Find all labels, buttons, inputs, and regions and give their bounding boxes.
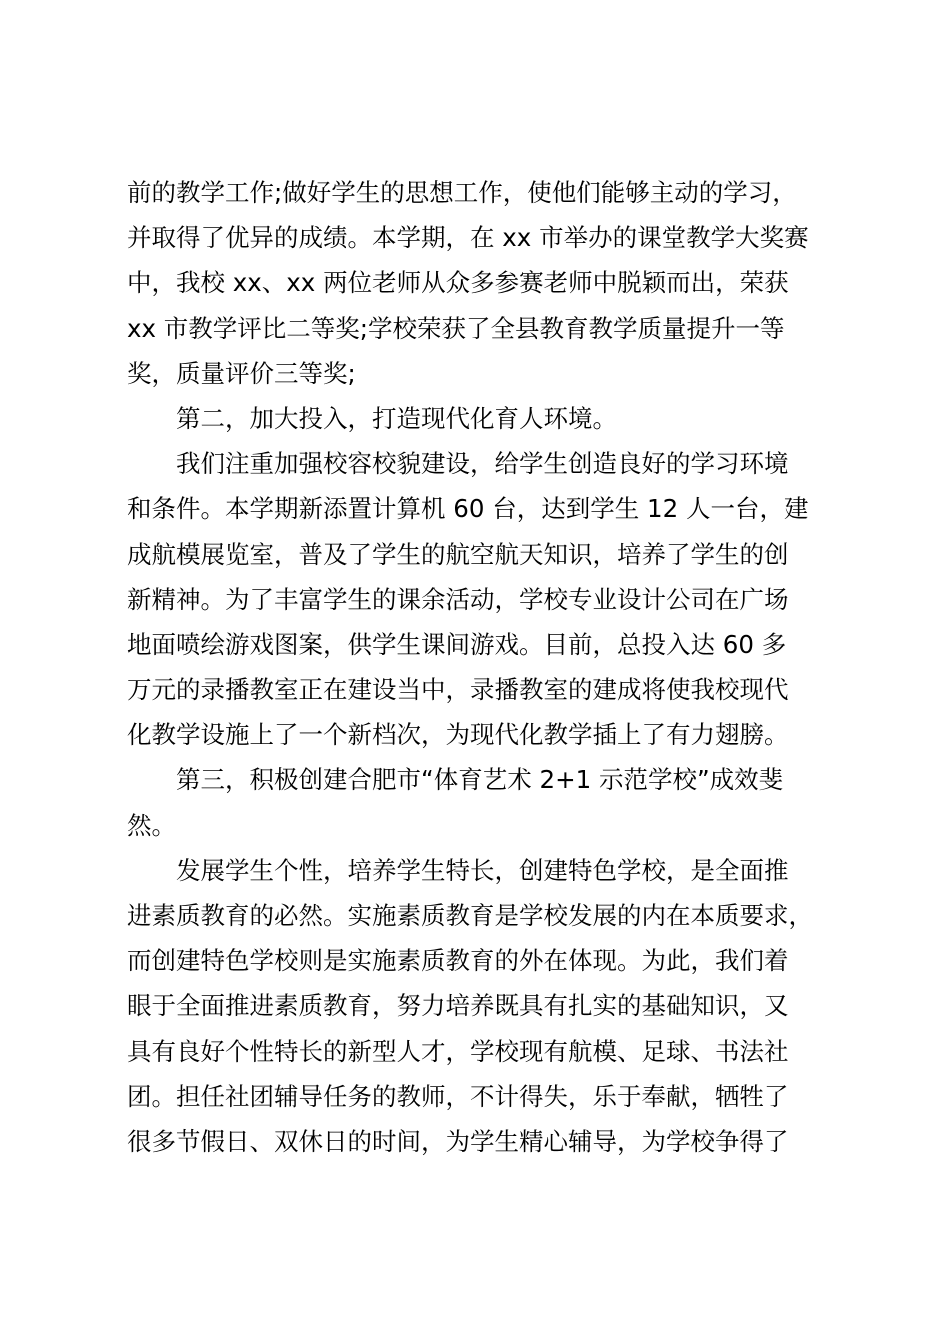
text-line: 而创建特色学校则是实施素质教育的外在体现。为此，我们着 xyxy=(127,946,789,976)
text-line: 并取得了优异的成绩。本学期，在 xx 市举办的课堂教学大奖赛 xyxy=(127,223,809,253)
text-line: 和条件。本学期新添置计算机 60 台，达到学生 12 人一台，建 xyxy=(127,494,809,524)
text-line: 然。 xyxy=(127,810,176,840)
text-line: 发展学生个性，培养学生特长，创建特色学校，是全面推 xyxy=(176,855,789,885)
text-line: 新精神。为了丰富学生的课余活动，学校专业设计公司在广场 xyxy=(127,584,789,614)
text-line: 团。担任社团辅导任务的教师，不计得失，乐于奉献，牺牲了 xyxy=(127,1081,789,1111)
text-line: 很多节假日、双休日的时间，为学生精心辅导，为学校争得了 xyxy=(127,1126,789,1156)
text-line: 万元的录播教室正在建设当中，录播教室的建成将使我校现代 xyxy=(127,675,789,705)
text-line: 地面喷绘游戏图案，供学生课间游戏。目前，总投入达 60 多 xyxy=(127,629,787,659)
text-line: 成航模展览室，普及了学生的航空航天知识，培养了学生的创 xyxy=(127,539,789,569)
text-line: 我们注重加强校容校貌建设，给学生创造良好的学习环境 xyxy=(176,449,789,479)
text-line: 眼于全面推进素质教育，努力培养既具有扎实的基础知识，又 xyxy=(127,991,789,1021)
text-line: 进素质教育的必然。实施素质教育是学校发展的内在本质要求， xyxy=(127,901,813,930)
text-line: 第三，积极创建合肥市“体育艺术 2+1 示范学校”成效斐 xyxy=(176,765,784,795)
text-line: 具有良好个性特长的新型人才，学校现有航模、足球、书法社 xyxy=(127,1036,789,1066)
text-line: 化教学设施上了一个新档次，为现代化教学插上了有力翅膀。 xyxy=(127,720,789,750)
text-line: 前的教学工作;做好学生的思想工作，使他们能够主动的学习， xyxy=(127,178,797,207)
text-line: 中，我校 xx、xx 两位老师从众多参赛老师中脱颖而出，荣获 xyxy=(127,268,789,298)
document-body-text xyxy=(127,170,833,1164)
text-line: 奖，质量评价三等奖; xyxy=(127,358,356,388)
text-line: 第二，加大投入，打造现代化育人环境。 xyxy=(176,403,617,433)
text-line: xx 市教学评比二等奖;学校荣获了全县教育教学质量提升一等 xyxy=(127,313,785,343)
